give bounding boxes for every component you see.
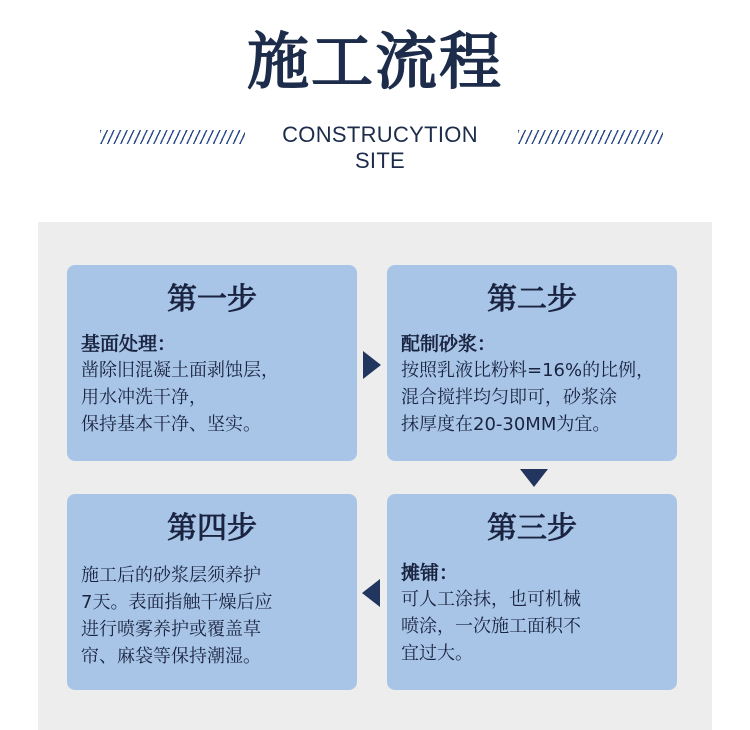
step-card-2: [387, 265, 677, 461]
step-subtitle: 摊铺：: [401, 562, 459, 584]
step-card-1: [67, 265, 357, 461]
arrow-right-icon: [363, 351, 381, 379]
decorative-hatch-left: [100, 130, 245, 144]
step-title: 第四步: [167, 511, 257, 546]
step-title: 第二步: [487, 282, 577, 317]
step-subtitle: 基面处理：: [81, 333, 177, 355]
step-card-3: [387, 494, 677, 690]
subtitle-row: [0, 118, 750, 173]
step-title: 第一步: [167, 282, 257, 317]
step-subtitle: 配制砂浆：: [401, 333, 497, 355]
step-description: 施工后的砂浆层须养护 7天。表面指触干燥后应 进行喷雾养护或覆盖草 帘、麻袋等保持潮湿。: [81, 565, 273, 667]
step-description: 凿除旧混凝土面剥蚀层， 用水冲洗干净， 保持基本干净、坚实。: [81, 360, 279, 435]
arrow-down-icon: [520, 469, 548, 487]
step-card-4: [67, 494, 357, 690]
arrow-left-icon: [362, 579, 380, 607]
step-description: 可人工涂抹，也可机械 喷涂，一次施工面积不 宜过大。: [401, 589, 581, 664]
step-title: 第三步: [487, 511, 577, 546]
page-subtitle: CONSTRUCYTION SITE: [282, 122, 478, 173]
step-description: 按照乳液比粉料=16%的比例， 混合搅拌均匀即可，砂浆涂 抹厚度在20-30MM为宜。: [401, 360, 655, 435]
page-title: 施工流程: [246, 25, 503, 98]
decorative-hatch-right: [518, 130, 663, 144]
